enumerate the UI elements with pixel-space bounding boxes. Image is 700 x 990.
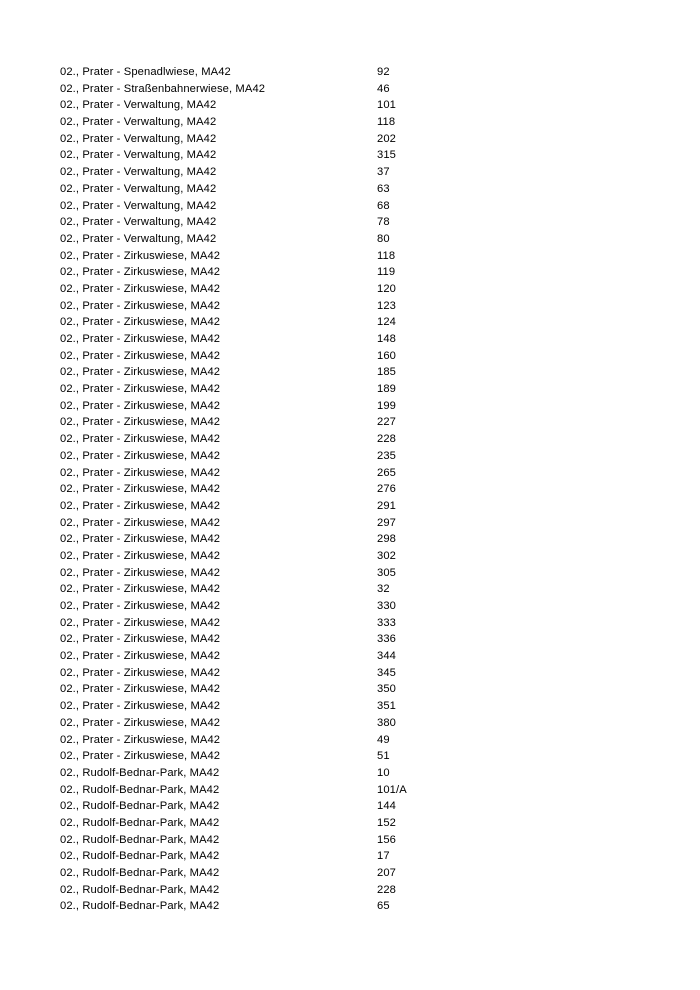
location-name-cell: 02., Prater - Zirkuswiese, MA42 [60,299,221,312]
table-row [60,815,620,832]
location-listing-table [60,64,620,915]
table-row [60,665,620,682]
location-id-cell: 80 [377,232,390,245]
table-row [60,147,620,164]
location-name-cell: 02., Prater - Zirkuswiese, MA42 [60,282,221,295]
location-id-cell: 305 [377,566,397,579]
location-id-cell: 202 [377,132,397,145]
location-id-cell: 265 [377,466,397,479]
location-name-cell: 02., Prater - Zirkuswiese, MA42 [60,683,221,696]
table-row [60,398,620,415]
location-id-cell: 199 [377,399,397,412]
location-id-cell: 315 [377,149,397,162]
location-name-cell: 02., Prater - Verwaltung, MA42 [60,166,217,179]
table-row [60,531,620,548]
table-row [60,348,620,365]
table-row [60,698,620,715]
location-id-cell: 227 [377,416,397,429]
table-row [60,681,620,698]
location-id-cell: 101/A [377,783,407,796]
location-name-cell: 02., Prater - Zirkuswiese, MA42 [60,716,221,729]
table-row [60,581,620,598]
location-name-cell: 02., Prater - Zirkuswiese, MA42 [60,566,221,579]
table-row [60,882,620,899]
location-name-cell: 02., Prater - Zirkuswiese, MA42 [60,700,221,713]
location-id-cell: 10 [377,766,390,779]
location-name-cell: 02., Prater - Verwaltung, MA42 [60,132,217,145]
location-name-cell: 02., Prater - Zirkuswiese, MA42 [60,600,221,612]
location-name-cell: 02., Prater - Verwaltung, MA42 [60,149,217,162]
table-row [60,298,620,315]
location-name-cell: 02., Prater - Zirkuswiese, MA42 [60,650,221,663]
table-row [60,832,620,849]
location-id-cell: 120 [377,282,397,295]
location-id-cell: 46 [377,82,390,95]
table-row [60,865,620,882]
table-row [60,381,620,398]
location-id-cell: 92 [377,66,390,78]
table-row [60,798,620,815]
table-row [60,114,620,131]
location-id-cell: 291 [377,499,397,512]
location-id-cell: 49 [377,733,390,746]
location-id-cell: 78 [377,216,390,229]
location-name-cell: 02., Prater - Zirkuswiese, MA42 [60,399,221,412]
location-name-cell: 02., Prater - Verwaltung, MA42 [60,182,217,195]
location-id-cell: 333 [377,616,397,629]
location-id-cell: 118 [377,249,396,262]
table-row [60,264,620,281]
location-id-cell: 160 [377,349,397,362]
table-row [60,732,620,749]
location-id-cell: 336 [377,633,397,646]
location-id-cell: 144 [377,800,397,813]
location-name-cell: 02., Rudolf-Bednar-Park, MA42 [60,816,220,829]
location-id-cell: 207 [377,867,397,879]
location-name-cell: 02., Prater - Zirkuswiese, MA42 [60,333,221,345]
table-row [60,898,620,915]
location-name-cell: 02., Prater - Verwaltung, MA42 [60,199,217,212]
location-name-cell: 02., Prater - Verwaltung, MA42 [60,116,217,129]
location-name-cell: 02., Prater - Zirkuswiese, MA42 [60,316,221,329]
location-id-cell: 123 [377,299,397,312]
table-row [60,548,620,565]
location-name-cell: 02., Prater - Zirkuswiese, MA42 [60,616,221,629]
location-id-cell: 17 [377,850,390,863]
location-name-cell: 02., Prater - Zirkuswiese, MA42 [60,549,221,562]
location-id-cell: 185 [377,366,397,379]
location-name-cell: 02., Rudolf-Bednar-Park, MA42 [60,800,220,813]
location-name-cell: 02., Prater - Zirkuswiese, MA42 [60,366,221,379]
location-name-cell: 02., Prater - Zirkuswiese, MA42 [60,266,221,279]
table-row [60,481,620,498]
location-id-cell: 302 [377,549,397,562]
table-row [60,615,620,632]
table-row [60,281,620,298]
location-id-cell: 152 [377,816,397,829]
location-name-cell: 02., Rudolf-Bednar-Park, MA42 [60,883,220,896]
location-name-cell: 02., Prater - Zirkuswiese, MA42 [60,483,221,496]
table-row [60,848,620,865]
location-id-cell: 344 [377,650,397,663]
table-row [60,331,620,348]
table-row [60,748,620,765]
table-row [60,97,620,114]
location-name-cell: 02., Prater - Verwaltung, MA42 [60,99,217,112]
table-row [60,314,620,331]
table-row [60,465,620,482]
location-id-cell: 330 [377,600,397,612]
table-row [60,81,620,98]
table-row [60,515,620,532]
location-id-cell: 51 [377,750,390,763]
location-name-cell: 02., Prater - Zirkuswiese, MA42 [60,583,221,596]
table-row [60,131,620,148]
location-id-cell: 148 [377,333,397,345]
location-id-cell: 298 [377,533,397,546]
table-row [60,248,620,265]
table-row [60,498,620,515]
location-id-cell: 350 [377,683,397,696]
table-row [60,231,620,248]
table-row [60,431,620,448]
location-name-cell: 02., Prater - Zirkuswiese, MA42 [60,499,221,512]
table-row [60,198,620,215]
location-name-cell: 02., Prater - Zirkuswiese, MA42 [60,533,221,546]
location-name-cell: 02., Rudolf-Bednar-Park, MA42 [60,867,220,879]
table-row [60,414,620,431]
location-id-cell: 235 [377,449,397,462]
location-id-cell: 297 [377,516,397,529]
location-name-cell: 02., Prater - Straßenbahnerwiese, MA42 [60,82,266,95]
location-name-cell: 02., Prater - Zirkuswiese, MA42 [60,349,221,362]
location-name-cell: 02., Prater - Verwaltung, MA42 [60,232,217,245]
location-id-cell: 380 [377,716,397,729]
location-name-cell: 02., Rudolf-Bednar-Park, MA42 [60,766,220,779]
table-row [60,64,620,81]
location-id-cell: 63 [377,182,390,195]
location-id-cell: 124 [377,316,397,329]
table-row [60,164,620,181]
location-id-cell: 189 [377,383,397,396]
location-id-cell: 351 [377,700,397,713]
location-name-cell: 02., Prater - Zirkuswiese, MA42 [60,750,221,763]
table-row [60,765,620,782]
table-row [60,782,620,799]
location-id-cell: 32 [377,583,390,596]
location-name-cell: 02., Prater - Zirkuswiese, MA42 [60,516,221,529]
location-name-cell: 02., Prater - Zirkuswiese, MA42 [60,416,221,429]
location-name-cell: 02., Prater - Zirkuswiese, MA42 [60,466,221,479]
table-row [60,565,620,582]
table-row [60,715,620,732]
location-name-cell: 02., Prater - Verwaltung, MA42 [60,216,217,229]
location-name-cell: 02., Prater - Zirkuswiese, MA42 [60,433,221,446]
location-id-cell: 345 [377,666,397,679]
location-id-cell: 65 [377,900,390,913]
location-id-cell: 118 [377,116,396,129]
location-name-cell: 02., Prater - Zirkuswiese, MA42 [60,666,221,679]
location-id-cell: 68 [377,199,390,212]
location-id-cell: 37 [377,166,390,179]
location-name-cell: 02., Rudolf-Bednar-Park, MA42 [60,833,220,846]
table-row [60,598,620,615]
location-name-cell: 02., Rudolf-Bednar-Park, MA42 [60,900,220,913]
table-row [60,448,620,465]
location-name-cell: 02., Prater - Zirkuswiese, MA42 [60,449,221,462]
table-row [60,364,620,381]
table-row [60,631,620,648]
location-id-cell: 101 [377,99,397,112]
location-id-cell: 228 [377,433,397,446]
location-name-cell: 02., Prater - Zirkuswiese, MA42 [60,249,221,262]
location-name-cell: 02., Rudolf-Bednar-Park, MA42 [60,850,220,863]
location-name-cell: 02., Rudolf-Bednar-Park, MA42 [60,783,220,796]
table-row [60,214,620,231]
location-id-cell: 276 [377,483,397,496]
location-name-cell: 02., Prater - Zirkuswiese, MA42 [60,633,221,646]
location-id-cell: 156 [377,833,397,846]
table-row [60,648,620,665]
location-name-cell: 02., Prater - Zirkuswiese, MA42 [60,383,221,396]
location-id-cell: 119 [377,266,396,279]
table-row [60,181,620,198]
location-name-cell: 02., Prater - Zirkuswiese, MA42 [60,733,221,746]
location-name-cell: 02., Prater - Spenadlwiese, MA42 [60,66,231,78]
location-id-cell: 228 [377,883,397,896]
